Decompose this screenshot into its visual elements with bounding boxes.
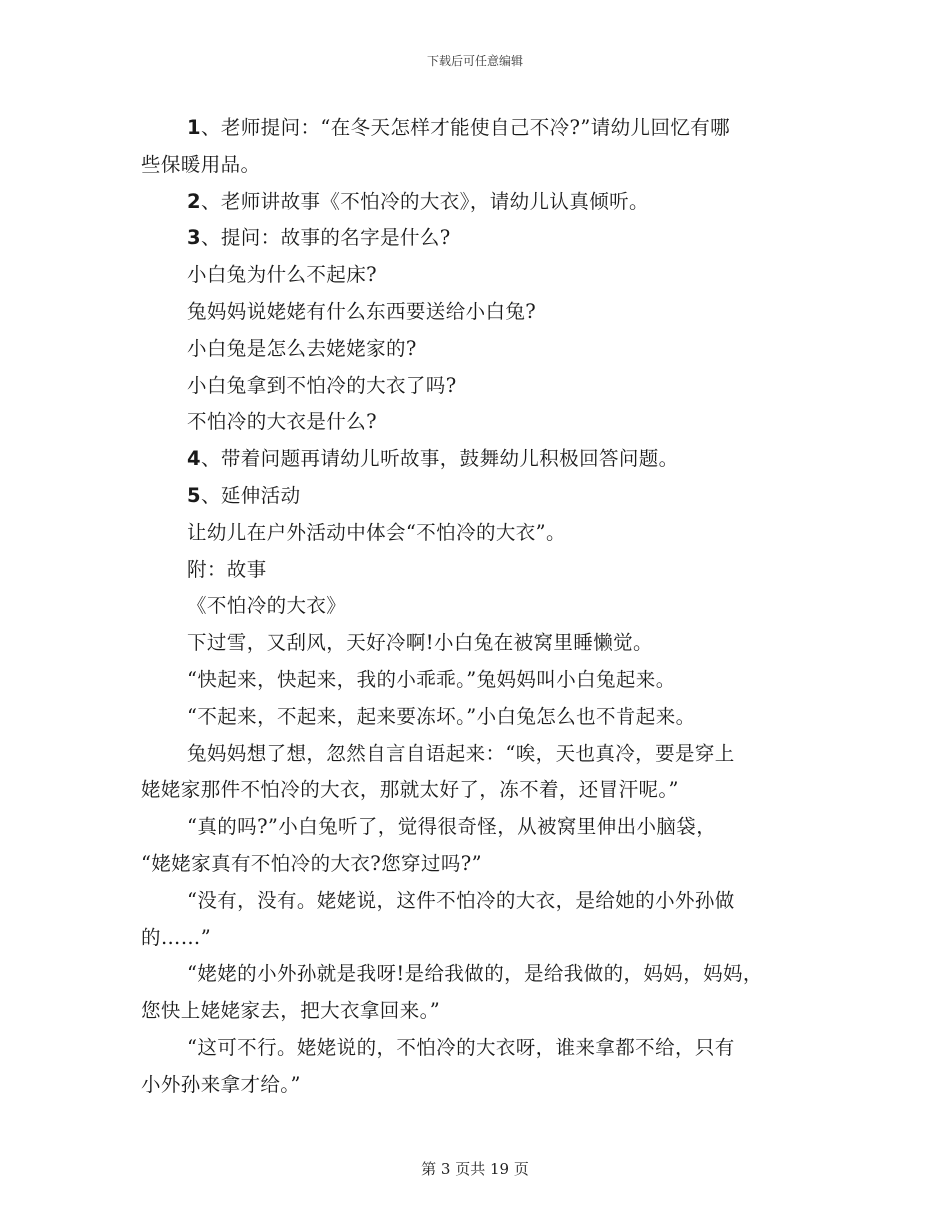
- item-number: 5: [187, 483, 201, 507]
- paragraph-text: 附：故事: [187, 557, 267, 581]
- paragraph-text: 小白兔为什么不起床?: [187, 263, 377, 287]
- paragraph-text: 、带着问题再请幼儿听故事，鼓舞幼儿积极回答问题。: [200, 447, 679, 471]
- paragraph-text: 小外孙来拿才给。”: [141, 1072, 301, 1096]
- item-number: 1: [187, 116, 201, 139]
- paragraph-text: 的……”: [141, 925, 212, 949]
- paragraph-text: 兔妈妈想了想，忽然自言自语起来：“唉，天也真冷，要是穿上: [187, 741, 735, 765]
- paragraph-text: 不怕冷的大衣是什么?: [187, 410, 377, 434]
- paragraph-line: [141, 736, 841, 773]
- paragraph-line: [141, 846, 841, 883]
- paragraph-text: 些保暖用品。: [141, 152, 261, 176]
- page-header: 下载后可任意编辑: [426, 54, 523, 68]
- paragraph-line: [141, 588, 841, 625]
- paragraph-line: [141, 147, 841, 184]
- paragraph-line: [141, 1067, 841, 1104]
- paragraph-text: “这可不行。姥姥说的，不怕冷的大衣呀，谁来拿都不给，只有: [187, 1035, 735, 1059]
- paragraph-line: [141, 257, 841, 294]
- paragraph-text: 下过雪，又刮风，天好冷啊!小白兔在被窝里睡懒觉。: [187, 631, 653, 655]
- paragraph-line: [141, 772, 841, 809]
- paragraph-text: “姥姥家真有不怕冷的大衣?您穿过吗?”: [141, 851, 482, 875]
- paragraph-text: 兔妈妈说姥姥有什么东西要送给小白兔?: [187, 299, 537, 323]
- paragraph-text: “没有，没有。姥姥说，这件不怕冷的大衣，是给她的小外孙做: [187, 888, 735, 912]
- paragraph-text: 让幼儿在户外活动中体会“不怕冷的大衣”。: [187, 520, 566, 544]
- paragraph-text: 《不怕冷的大衣》: [187, 594, 347, 618]
- paragraph-text: 您快上姥姥家去，把大衣拿回来。”: [141, 999, 441, 1023]
- item-number: 2: [187, 189, 201, 213]
- page-footer: 第 3 页共 19 页: [421, 1160, 529, 1178]
- paragraph-text: 小白兔拿到不怕冷的大衣了吗?: [187, 373, 457, 397]
- paragraph-line: [141, 184, 841, 221]
- paragraph-text: “真的吗?”小白兔听了，觉得很奇怪，从被窝里伸出小脑袋，: [187, 815, 717, 839]
- paragraph-line: [141, 993, 841, 1030]
- paragraph-line: [141, 662, 841, 699]
- paragraph-line: [141, 110, 841, 147]
- paragraph-line: [141, 1030, 841, 1067]
- paragraph-line: [141, 368, 841, 405]
- paragraph-line: [141, 220, 841, 257]
- item-number: 3: [187, 226, 201, 250]
- paragraph-text: 小白兔是怎么去姥姥家的?: [187, 336, 417, 360]
- paragraph-line: [141, 441, 841, 478]
- item-number: 4: [187, 447, 201, 471]
- paragraph-text: 、延伸活动: [200, 483, 301, 507]
- paragraph-line: [141, 331, 841, 368]
- paragraph-line: [141, 625, 841, 662]
- paragraph-text: 姥姥家那件不怕冷的大衣，那就太好了，冻不着，还冒汗呢。”: [141, 778, 679, 802]
- paragraph-line: [141, 920, 841, 957]
- paragraph-line: [141, 404, 841, 441]
- paragraph-text: “快起来，快起来，我的小乖乖。”兔妈妈叫小白兔起来。: [187, 667, 676, 691]
- paragraph-line: [141, 478, 841, 515]
- paragraph-line: [141, 515, 841, 552]
- paragraph-text: 、提问：故事的名字是什么?: [200, 226, 451, 250]
- paragraph-text: “姥姥的小外孙就是我呀!是给我做的，是给我做的，妈妈，妈妈，: [187, 962, 763, 986]
- paragraph-text: “不起来，不起来，起来要冻坏。”小白兔怎么也不肯起来。: [187, 704, 696, 728]
- paragraph-line: [141, 883, 841, 920]
- paragraph-text: 、老师提问：“在冬天怎样才能使自己不冷?”请幼儿回忆有哪: [200, 116, 731, 139]
- paragraph-line: [141, 809, 841, 846]
- paragraph-line: [141, 294, 841, 331]
- paragraph-line: [141, 956, 841, 993]
- document-body: [141, 110, 841, 1104]
- paragraph-line: [141, 699, 841, 736]
- paragraph-text: 、老师讲故事《不怕冷的大衣》，请幼儿认真倾听。: [200, 189, 649, 213]
- paragraph-line: [141, 552, 841, 589]
